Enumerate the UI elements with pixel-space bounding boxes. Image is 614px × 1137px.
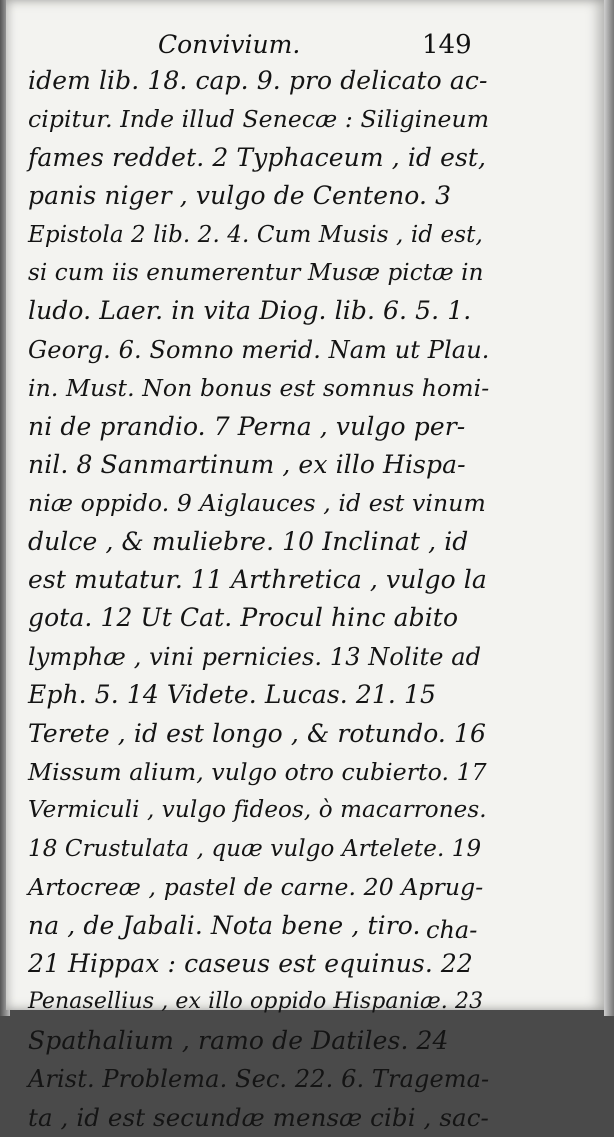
book-page [6,0,604,1132]
page-edge [604,0,614,1016]
text-line: Spathalium , ramo de Datiles. 24 [28,1025,449,1055]
text-line: ni de prandio. 7 Perna , vulgo per- [28,411,466,441]
text-line: idem lib. 18. cap. 9. pro delicato ac- [28,66,488,95]
text-line: Georg. 6. Somno merid. Nam ut Plau. [28,335,490,364]
text-line: 18 Crustulata , quæ vulgo Artelete. 19 [28,835,482,862]
text-line: est mutatur. 11 Arthretica , vulgo la [28,565,487,595]
text-line: ta , id est secundæ mensæ cibi , sac- [28,1102,489,1132]
running-title: Convivium. [158,30,301,59]
text-line: Missum alium, vulgo otro cubierto. 17 [28,758,487,787]
text-line: nil. 8 Sanmartinum , ex illo Hispa- [28,449,466,479]
text-line: in. Must. Non bonus est somnus homi- [28,374,490,403]
text-line: cipitur. Inde illud Senecæ : Siligineum [28,105,490,134]
text-line: 21 Hippax : caseus est equinus. 22 [28,948,473,978]
text-line: lymphæ , vini pernicies. 13 Nolite ad [28,642,482,671]
text-line: Vermiculi , vulgo fideos, ò macarrones. [28,797,487,824]
text-line: na , de Jabali. Nota bene , tiro. [28,910,421,940]
text-line: Terete , id est longo , & rotundo. 16 [28,718,487,748]
page-header [6,30,604,66]
text-line: fames reddet. 2 Typhaceum , id est, [28,142,487,172]
text-line: dulce , & muliebre. 10 Inclinat , id [28,526,469,556]
body-text [28,62,488,1137]
text-line: Penasellius , ex illo oppido Hispaniæ. 23 [28,989,484,1015]
text-line: Epistola 2 lib. 2. 4. Cum Musis , id est, [28,221,483,248]
text-line: niæ oppido. 9 Aiglauces , id est vinum [28,489,486,518]
text-line: Eph. 5. 14 Videte. Lucas. 21. 15 [28,680,436,710]
page-number: 149 [422,30,472,60]
text-line: panis niger , vulgo de Centeno. 3 [28,181,452,211]
text-line: Arist. Problema. Sec. 22. 6. Tragema- [28,1065,490,1094]
text-line: Artocreæ , pastel de carne. 20 Aprug- [28,873,484,902]
text-line: si cum iis enumerentur Musæ pictæ in [28,259,484,286]
text-line: ludo. Laer. in vita Diog. lib. 6. 5. 1. [28,296,472,326]
text-line: gota. 12 Ut Cat. Procul hinc abito [28,603,459,633]
catchword: cha- [426,916,478,944]
